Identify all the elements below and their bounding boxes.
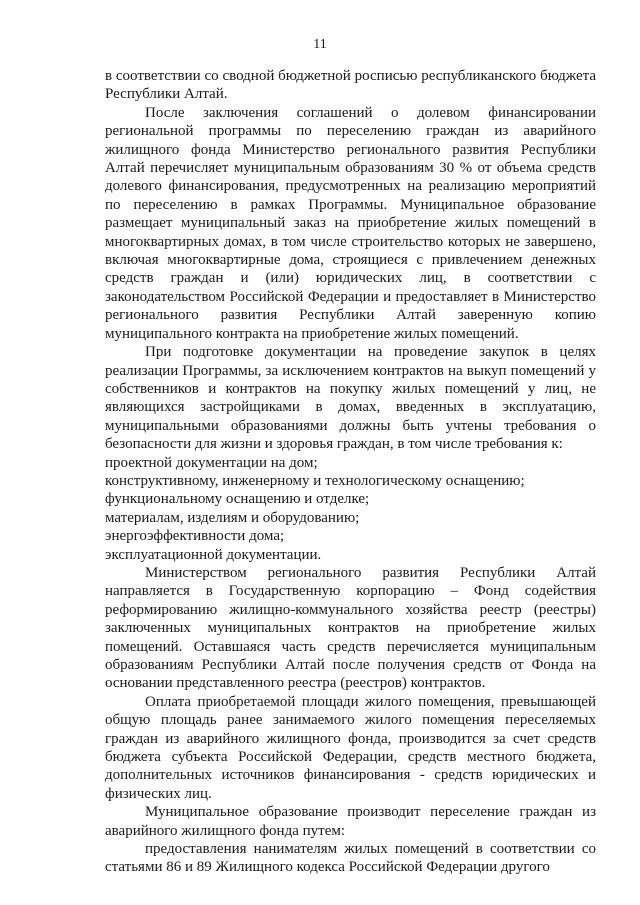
list-item: проектной документации на дом; <box>105 454 318 471</box>
page-number: 11 <box>313 37 327 52</box>
paragraph: Оплата приобретаемой площади жилого помещения, превышающей общую площадь ранее занимаемого жилого помещения переселяемых граждан из аварийного жилищного фонда, производится за счет средств бюджета субъекта Российской Федерации, средств местного бюджета, дополнительных источников финансирования - средств юридических и физических лиц. <box>105 693 596 802</box>
list-item: конструктивному, инженерному и технологическому оснащению; <box>105 472 525 489</box>
paragraph: Муниципальное образование производит переселение граждан из аварийного жилищного фонда путем: <box>105 804 596 839</box>
paragraph: предоставления нанимателям жилых помещений в соответствии со статьями 86 и 89 Жилищного кодекса Российской Федерации другого <box>105 841 596 876</box>
list-item: функциональному оснащению и отделке; <box>105 491 370 508</box>
paragraph: Министерством регионального развития Республики Алтай направляется в Государственную корпорацию – Фонд содействия реформированию жилищно-коммунального хозяйства реестр (реестры) заключенных муниципальных контрактов на приобретение жилых помещений. Оставшаяся часть средств перечисляется муниципальным образованиям Республики Алтай после получения средств от Фонда на основании представленного реестра (реестров) контрактов. <box>105 564 596 692</box>
list-item: эксплуатационной документации. <box>105 546 322 563</box>
paragraph: в соответствии со сводной бюджетной росписью республиканского бюджета Республики Алтай. <box>105 68 596 103</box>
list-item: энергоэффективности дома; <box>105 528 285 545</box>
paragraph: При подготовке документации на проведение закупок в целях реализации Программы, за исключением контрактов на выкуп помещений у собственников и контрактов на покупку жилых помещений у лиц, не являющихся застройщиками в домах, введенных в эксплуатацию, муниципальными образованиями должны быть учтены требования о безопасности для жизни и здоровья граждан, в том числе требования к: <box>105 344 596 453</box>
paragraph: После заключения соглашений о долевом финансировании региональной программы по переселению граждан из аварийного жилищного фонда Министерство регионального развития Республики Алтай перечисляет муниципальным образованиям 30 % от объема средств долевого финансирования, предусмотренных на реализацию мероприятий по переселению в рамках Программы. Муниципальное образование размещает муниципальный заказ на приобретение жилых помещений в многоквартирных домах, в том числе строительство которых не завершено, включая многоквартирные дома, строящиеся с привлечением денежных средств граждан и (или) юридических лиц, в соответствии с законодательством Российской Федерации и предоставляет в Министерство регионального развития Республики Алтай заверенную копию муниципального контракта на приобретение жилых помещений. <box>105 104 596 342</box>
document-body <box>105 67 596 877</box>
list-item: материалам, изделиям и оборудованию; <box>105 509 360 526</box>
